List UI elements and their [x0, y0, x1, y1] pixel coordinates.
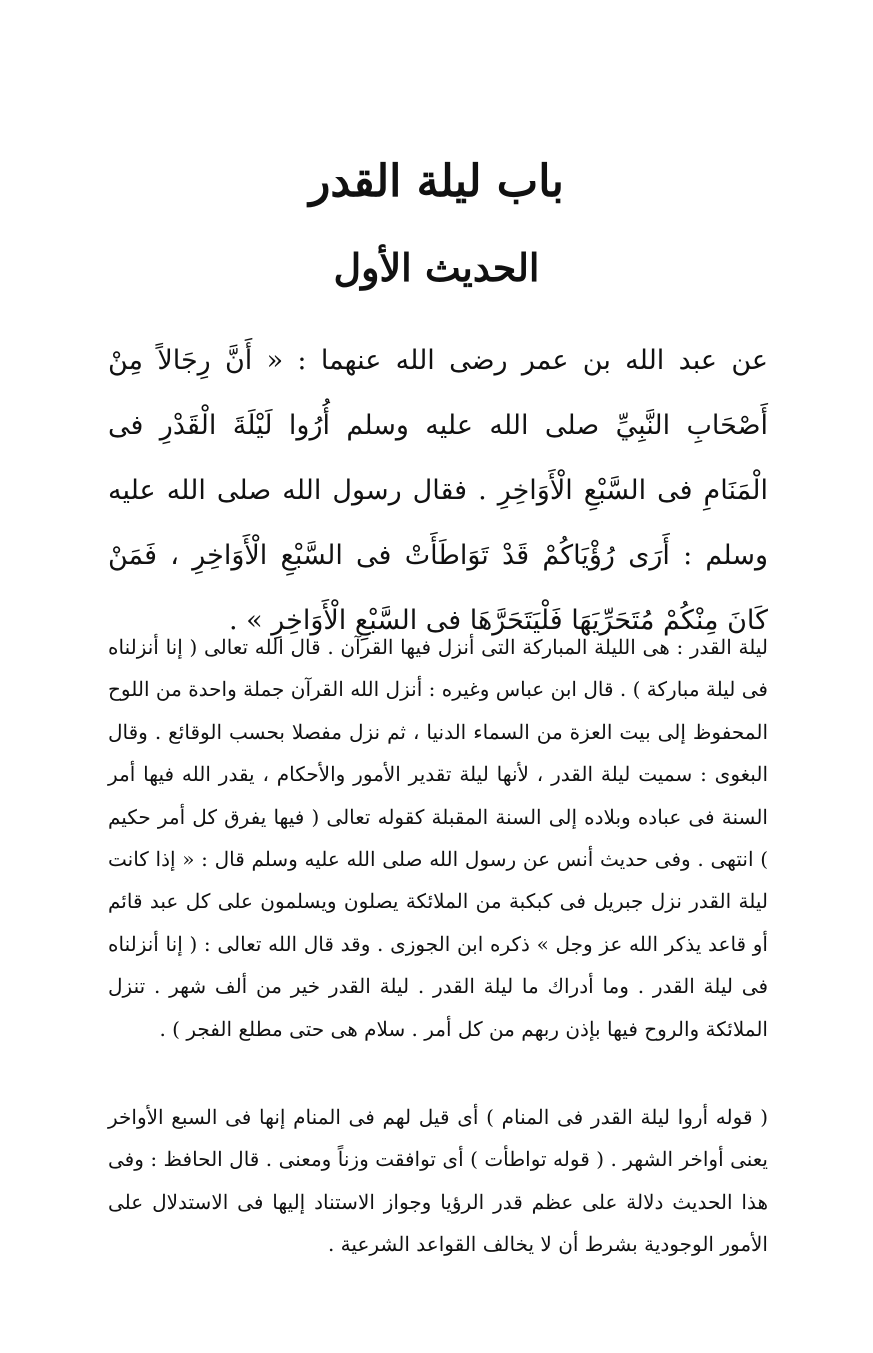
- commentary-paragraph-2: ( قوله أروا ليلة القدر فى المنام ) أى قيل لهم فى المنام إنها فى السبع الأواخر يعنى أواخر الشهر . ( قوله تواطأت ) أى توافقت وزناً ومعنى . قال الحافظ : وفى هذا الحديث دلالة على عظم قدر الرؤيا وجواز الاستناد إليها فى الاستدلال على الأمور الوجودية بشرط أن لا يخالف القواعد الشرعية .: [108, 1105, 768, 1257]
- hadith-text: عن عبد الله بن عمر رضى الله عنهما : « أَنَّ رِجَالاً مِنْ أَصْحَابِ النَّبِيِّ صلى الله عليه وسلم أُرُوا لَيْلَةَ الْقَدْرِ فى الْمَنَامِ فى السَّبْعِ الْأَوَاخِرِ . فقال رسول الله صلى الله عليه وسلم : أَرَى رُؤْيَاكُمْ قَدْ تَوَاطَأَتْ فى السَّبْعِ الْأَوَاخِرِ ، فَمَنْ كَانَ مِنْكُمْ مُتَحَرِّيَهَا فَلْيَتَحَرَّهَا فى السَّبْعِ الْأَوَاخِرِ » .: [108, 345, 768, 636]
- hadith-heading: الحديث الأول: [333, 245, 540, 290]
- commentary-paragraph-1: ليلة القدر : هى الليلة المباركة التى أنزل فيها القرآن . قال الله تعالى ( إنا أنزلناه فى ليلة مباركة ) . قال ابن عباس وغيره : أنزل الله القرآن جملة واحدة من اللوح المحفوظ إلى بيت العزة من السماء الدنيا ، ثم نزل مفصلا بحسب الوقائع . وقال البغوى : سميت ليلة القدر ، لأنها ليلة تقدير الأمور والأحكام ، يقدر الله فيها أمر السنة فى عباده وبلاده إلى السنة المقبلة كقوله تعالى ( فيها يفرق كل أمر حكيم ) انتهى . وفى حديث أنس عن رسول الله صلى الله عليه وسلم قال : « إذا كانت ليلة القدر نزل جبريل فى كبكبة من الملائكة يصلون ويسلمون على كل عبد قائم أو قاعد يذكر الله عز وجل » ذكره ابن الجوزى . وقد قال الله تعالى : ( إنا أنزلناه فى ليلة القدر . وما أدراك ما ليلة القدر . ليلة القدر خير من ألف شهر . تنزل الملائكة والروح فيها بإذن ربهم من كل أمر . سلام هى حتى مطلع الفجر ) .: [108, 635, 769, 1041]
- chapter-title: باب ليلة القدر: [309, 156, 564, 207]
